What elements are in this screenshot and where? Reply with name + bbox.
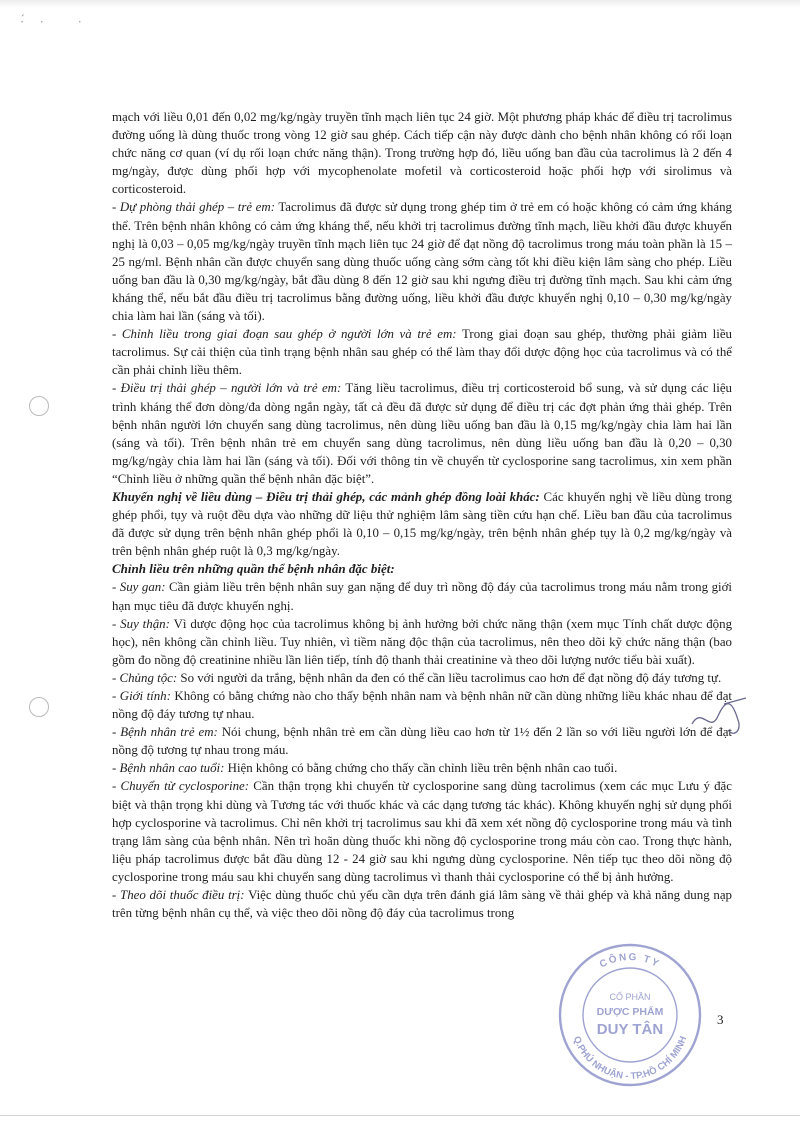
stamp-middle-small: CỔ PHẦN — [609, 992, 651, 1002]
paragraph-lead: - Giới tính: — [112, 689, 171, 703]
stamp-middle-large: DƯỢC PHẨM — [596, 1006, 664, 1018]
svg-text:Q.PHÚ NHUẬN - TP.HỒ CHÍ MINH — [571, 1035, 690, 1082]
paragraph-lead: - Theo dõi thuốc điều trị: — [112, 888, 245, 903]
paragraph-text: Nói chung, bệnh nhân trẻ em cần dùng liều cao hơn từ 1½ đến 2 lần so với liều người lớn để đạt nồng độ tương tự nhau trong máu. — [112, 725, 732, 758]
paragraph-text: Không có bằng chứng nào cho thấy bệnh nhân nam và bệnh nhân nữ cần dùng những liều khác nhau để đạt nồng độ đáy tương tự nhau. — [112, 689, 732, 722]
paragraph-bold-lead: Khuyến nghị về liều dùng – Điều trị thải ghép, các mảnh ghép đồng loài khác: — [112, 489, 540, 504]
paragraph-text: Việc dùng thuốc chủ yếu cần dựa trên đánh giá lâm sàng về thải ghép và khả năng dung nạp trên từng bệnh nhân cụ thể, và việc theo dõi nồng độ đáy của tacrolimus trong — [112, 888, 732, 921]
paragraph-pediatric — [112, 723, 732, 759]
paragraph-lead: - Dự phòng thải ghép – trẻ em: — [112, 200, 275, 215]
paragraph-iv-dose-continuation: mạch với liều 0,01 đến 0,02 mg/kg/ngày truyền tĩnh mạch liên tục 24 giờ. Một phương pháp khác để điều trị tacrolimus đường uống là dùng thuốc trong vòng 12 giờ sau ghép. Cách tiếp cận này được dành cho bệnh nhân không có rối loạn chức năng cơ quan (ví dụ rối loạn chức năng thận). Trong trường hợp đó, liều uống ban đầu của tacrolimus là 2 đến 4 mg/ngày, được dùng phối hợp với mycophenolate mofetil và corticosteroid hoặc phối hợp với sirolimus và corticosteroid. — [112, 110, 732, 197]
paragraph-lead: - Bệnh nhân cao tuổi: — [112, 761, 225, 776]
paragraph-text: Các khuyến nghị về liều dùng trong ghép phổi, tụy và ruột đều dựa vào những dữ liệu thử nghiệm lâm sàng tiền cứu hạn chế. Liều ban đầu của tacrolimus đã được sử dụng trên bệnh nhân ghép phổi là 0,10 – 0,15 mg/kg/ngày, trên bệnh nhân ghép tụy là 0,2 mg/kg/ngày và trên bệnh nhân ghép ruột là 0,3 mg/kg/ngày. — [112, 489, 733, 559]
stamp-bottom-text: Q.PHÚ NHUẬN - TP.HỒ CHÍ MINH — [570, 1034, 690, 1083]
document-body — [112, 108, 732, 922]
paragraph-lead: - Chủng tộc: — [112, 670, 178, 685]
paragraph-post-transplant-adjust — [112, 325, 732, 379]
paragraph-elderly — [112, 759, 732, 777]
paragraph-lead: - Suy gan: — [112, 580, 166, 595]
page-number: 3 — [717, 1012, 724, 1027]
paragraph-hepatic-impairment — [112, 578, 732, 614]
scan-corner-marks: ·́ · · — [20, 14, 88, 29]
punch-hole-upper — [29, 396, 49, 416]
paragraph-cyclosporine-conversion — [112, 777, 732, 886]
paragraph-lead: - Điều trị thải ghép – người lớn và trẻ em: — [112, 381, 342, 396]
paragraph-text: Hiện không có bằng chứng cho thấy cần chỉnh liều trên bệnh nhân cao tuổi. — [224, 761, 618, 776]
paragraph-text: Tacrolimus đã được sử dụng trong ghép tim ở trẻ em có hoặc không có cảm ứng kháng thể. Trên bệnh nhân không có cảm ứng kháng thể, nếu khởi trị tacrolimus đường tĩnh mạch, liều khởi đầu được khuyến nghị là 0,03 – 0,05 mg/kg/ngày truyền tĩnh mạch liên tục 24 giờ để đạt nồng độ tacrolimus trong máu toàn phần là 15 – 25 ng/ml. Bệnh nhân cần được chuyển sang dùng thuốc uống càng sớm càng tốt khi điều kiện lâm sàng cho phép. Liều uống ban đầu là 0,30 mg/kg/ngày, bắt đầu dùng 8 đến 12 giờ sau khi ngưng điều trị đường tĩnh mạch. Sau khi cảm ứng kháng thể, nếu bắt đầu điều trị tacrolimus bằng đường uống, liều khởi đầu được khuyến nghị 0,10 – 0,30 mg/kg/ngày chia làm hai lần (sáng và tối). — [112, 200, 732, 324]
paragraph-text: Cần thận trọng khi chuyển từ cyclosporine sang dùng tacrolimus (xem các mục Lưu ý đặc biệt và thận trọng khi dùng và Tương tác với thuốc khác và các dạng tương tác khác). Không khuyến nghị sử dụng phối hợp cyclosporine và tacrolimus. Chỉ nên khởi trị tacrolimus sau khi đã xem xét nồng độ cyclosporine trong máu và tình trạng lâm sàng của bệnh nhân. Nên trì hoãn dùng thuốc khi nồng độ cyclosporine trong máu còn cao. Trong thực hành, liệu pháp tacrolimus được bắt đầu dùng 12 - 24 giờ sau khi ngưng dùng cyclosporine. Nên tiếp tục theo dõi nồng độ cyclosporine trong máu sau khi chuyển sang dùng tacrolimus vì thanh thải cyclosporine có thể bị ảnh hưởng. — [112, 779, 732, 884]
paragraph-other-allografts — [112, 488, 732, 560]
punch-hole-lower — [29, 697, 49, 717]
stamp-top-text: CÔNG TY — [598, 951, 663, 971]
paragraph-lead: - Bệnh nhân trẻ em: — [112, 725, 218, 740]
paragraph-therapeutic-monitoring — [112, 886, 732, 922]
paragraph-gender — [112, 687, 732, 723]
paragraph-text: Tăng liều tacrolimus, điều trị corticosteroid bổ sung, và sử dụng các liệu trình kháng thể đơn dòng/đa dòng ngắn ngày, tất cả đều đã được sử dụng để điều trị các đợt phản ứng thải ghép. Trên bệnh nhân người lớn chuyển sang dùng tacrolimus, nên dùng liều uống ban đầu là 0,15 mg/kg/ngày chia làm hai lần (sáng và tối). Trên bệnh nhân trẻ em chuyển sang dùng tacrolimus, nên dùng liều uống ban đầu là 0,20 – 0,30 mg/kg/ngày chia làm hai lần (sáng và tối). Đối với thông tin về chuyển từ cyclosporine sang tacrolimus, xin xem phần “Chỉnh liều ở những quần thể bệnh nhân đặc biệt”. — [112, 381, 732, 486]
stamp-company-name: DUY TÂN — [596, 1021, 664, 1038]
paragraph-text: Vì dược động học của tacrolimus không bị ảnh hưởng bởi chức năng thận (xem mục Tính chất dược động học), nên không cần chỉnh liều. Tuy nhiên, vì tiềm năng độc thận của tacrolimus, nên theo dõi kỹ chức năng thận (bao gồm đo nồng độ creatinine nhiều lần liên tiếp, tính độ thanh thải creatinine và theo dõi lượng nước tiểu bài xuất). — [112, 616, 733, 667]
paragraph-text: So với người da trắng, bệnh nhân da đen có thể cần liều tacrolimus cao hơn để đạt nồng độ đáy tương tự. — [177, 670, 722, 685]
section-heading-special-populations: Chỉnh liều trên những quần thể bệnh nhân đặc biệt: — [112, 561, 395, 577]
paragraph-renal-impairment — [112, 615, 732, 669]
company-seal-stamp — [555, 940, 705, 1090]
paragraph-text: Cần giảm liều trên bệnh nhân suy gan nặng để duy trì nồng độ đáy của tacrolimus trong máu nằm trong giới hạn mục tiêu đã được khuyến nghị. — [112, 580, 732, 613]
paragraph-lead: - Suy thận: — [112, 616, 170, 631]
paragraph-race — [112, 669, 732, 687]
scan-top-edge — [0, 0, 800, 8]
handwritten-mark — [688, 694, 750, 742]
paragraph-lead: - Chuyển từ cyclosporine: — [112, 779, 250, 794]
paragraph-text: Trong giai đoạn sau ghép, thường phải giảm liều tacrolimus. Sự cải thiện của tình trạng bệnh nhân sau ghép có thể làm thay đổi dược động học của tacrolimus và có thể cần phải chỉnh liều thêm. — [112, 327, 732, 378]
page-bottom-edge — [0, 1115, 800, 1116]
paragraph-lead: - Chỉnh liều trong giai đoạn sau ghép ở người lớn và trẻ em: — [112, 327, 457, 342]
paragraph-prophylaxis-children — [112, 198, 732, 325]
paragraph-rejection-treatment — [112, 379, 732, 488]
